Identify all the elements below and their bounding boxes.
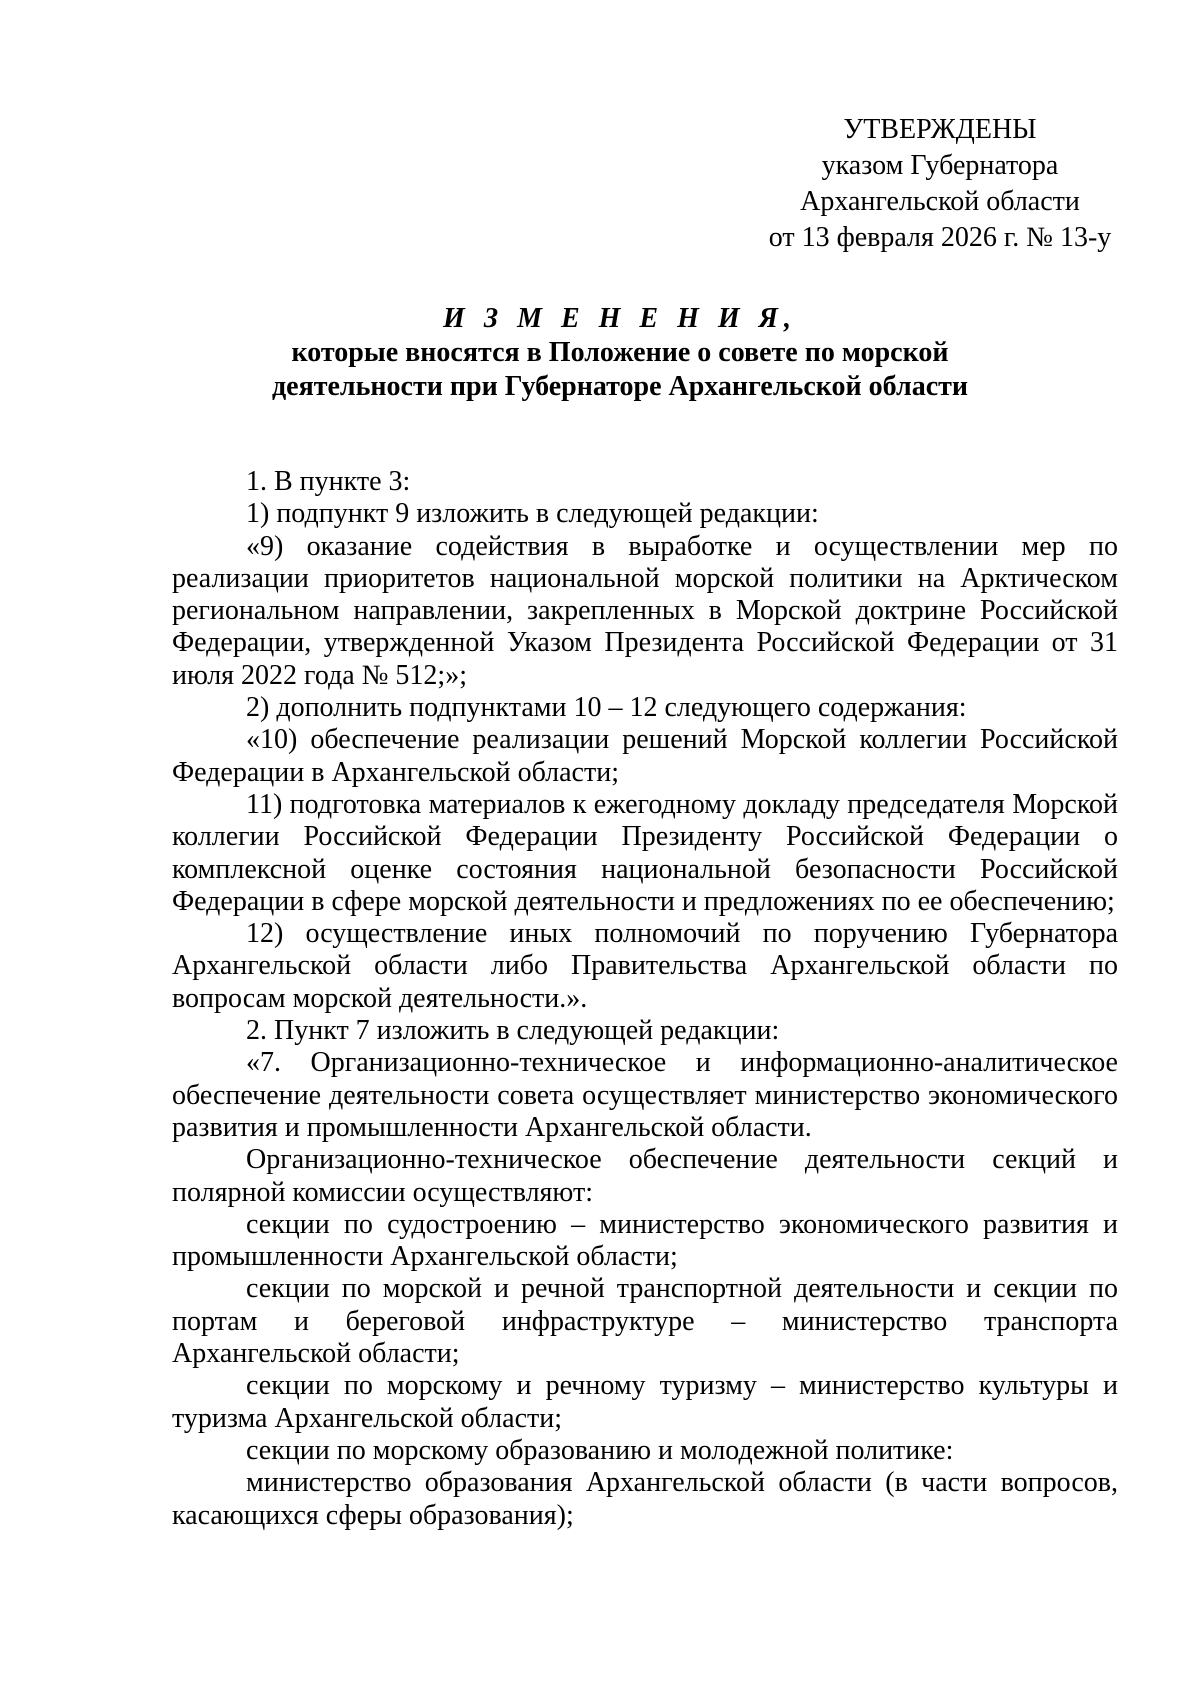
document-subtitle-line-1: которые вносятся в Положение о совете по морской bbox=[291, 337, 949, 368]
paragraph: секции по морскому и речному туризму – министерство культуры и туризма Архангельской области; bbox=[172, 1370, 1118, 1434]
paragraph: 1. В пункте 3: bbox=[246, 466, 411, 497]
paragraph: 2. Пункт 7 изложить в следующей редакции: bbox=[246, 1015, 780, 1047]
paragraph: 12) осуществление иных полномочий по поручению Губернатора Архангельской области либо Правительства Архангельской области по вопросам морской деятельности.». bbox=[172, 918, 1118, 1014]
document-heading bbox=[120, 302, 1120, 404]
paragraph: «7. Организационно-техническое и информационно-аналитическое обеспечение деятельности совета осуществляет министерство экономического развития и промышленности Архангельской области. bbox=[172, 1047, 1118, 1143]
paragraph: «9) оказание содействия в выработке и осуществлении мер по реализации приоритетов национальной морской политики на Арктическом региональном направлении, закрепленных в Морской доктрине Российской Федерации, утвержденной Указом Президента Российской Федерации от 31 июля 2022 года № 512;»; bbox=[172, 530, 1118, 691]
paragraph: министерство образования Архангельской области (в части вопросов, касающихся сферы образования); bbox=[172, 1467, 1118, 1531]
paragraph: секции по морской и речной транспортной деятельности и секции по портам и береговой инфраструктуре – министерство транспорта Архангельской области; bbox=[172, 1273, 1118, 1370]
paragraph: 1) подпункт 9 изложить в следующей редакции: bbox=[246, 498, 819, 530]
approval-status: УТВЕРЖДЕНЫ bbox=[843, 114, 1037, 145]
paragraph: Организационно-техническое обеспечение деятельности секций и полярной комиссии осуществляют: bbox=[172, 1144, 1118, 1208]
document-body bbox=[172, 466, 1118, 1532]
approval-date-number: от 13 февраля 2026 г. № 13-у bbox=[768, 222, 1112, 253]
paragraph: секции по морскому образованию и молодежной политике: bbox=[246, 1434, 954, 1466]
paragraph: 2) дополнить подпунктами 10 – 12 следующего содержания: bbox=[246, 692, 967, 724]
paragraph: «10) обеспечение реализации решений Морской коллегии Российской Федерации в Архангельской области; bbox=[172, 724, 1118, 788]
document-title: И З М Е Н Е Н И Я, bbox=[443, 303, 797, 334]
approval-authority: указом Губернатора bbox=[821, 150, 1059, 181]
approval-region: Архангельской области bbox=[800, 186, 1080, 217]
document-subtitle-line-2: деятельности при Губернаторе Архангельской области bbox=[271, 371, 969, 402]
paragraph: секции по судостроению – министерство экономического развития и промышленности Архангельской области; bbox=[172, 1208, 1118, 1273]
approval-block bbox=[760, 112, 1120, 256]
paragraph: 11) подготовка материалов к ежегодному докладу председателя Морской коллегии Российской Федерации Президенту Российской Федерации о комплексной оценке состояния национальной безопасности Российской Федерации в сфере морской деятельности и предложениях по ее обеспечению; bbox=[172, 788, 1118, 917]
